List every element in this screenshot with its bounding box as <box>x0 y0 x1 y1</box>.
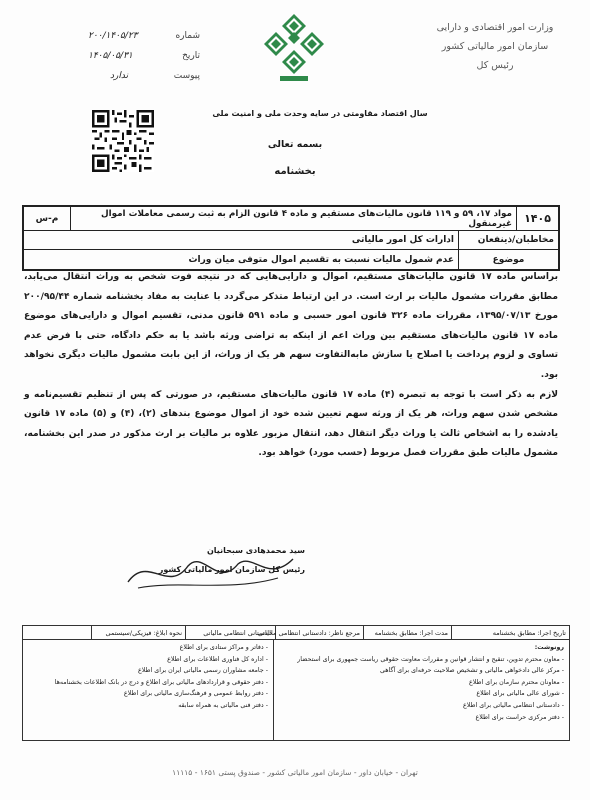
bismillah-heading: بسمه تعالی <box>267 139 323 150</box>
topic-row <box>24 250 558 269</box>
recipient-item: - جامعه مشاوران رسمی مالیاتی ایران برای اطلاع <box>137 667 268 675</box>
topic-label: موضوع <box>458 250 558 269</box>
recipients-column <box>23 640 273 740</box>
organization-line: سازمان امور مالیاتی کشور <box>441 41 549 52</box>
number-label: شماره <box>175 31 200 41</box>
execution-date-cell: تاریخ اجرا: مطابق بخشنامه <box>451 626 569 639</box>
authority-cell: دادستانی انتظامی مالیاتی <box>185 626 275 639</box>
duration-cell: مدت اجرا: مطابق بخشنامه <box>363 626 451 639</box>
copy-item: - شورای عالی مالیاتی برای اطلاع <box>476 690 564 698</box>
attachment-label: پیوست <box>173 71 200 81</box>
tax-organization-logo-icon <box>262 12 326 84</box>
supervisor-cell: مرجع ناظر: دادستانی انتظامی مالیاتی <box>275 626 363 639</box>
circular-body <box>24 268 558 464</box>
copy-item: - دادستانی انتظامی مالیاتی برای اطلاع <box>462 701 564 709</box>
circular-code: م-س <box>35 213 59 224</box>
organization-address: تهران - خیابان داور - سازمان امور مالیاتی کشور - صندوق پستی ۱۶۵۱ - ۱۱۱۱۵ <box>172 768 418 777</box>
copies-title: رونوشت: <box>534 644 564 651</box>
recipient-item: - اداره کل فناوری اطلاعات برای اطلاع <box>167 655 268 663</box>
topic-value: عدم شمول مالیات نسبت به تقسیم اموال متوفی میان وراث <box>188 254 454 265</box>
ministry-line: وزارت امور اقتصادی و دارایی <box>436 22 554 33</box>
copy-item: - دفتر مرکزی حراست برای اطلاع <box>475 713 564 721</box>
year-slogan: سال اقتصاد مقاومتی در سایه وحدت ملی و امنیت ملی <box>212 109 428 118</box>
addressee-row <box>24 231 558 250</box>
office-line: رئیس کل <box>476 60 514 71</box>
addressee-label: مخاطبان/ذینفعان <box>458 231 558 249</box>
date-value: ۱۴۰۵/۰۵/۳۱ <box>88 51 133 61</box>
empty-cell <box>23 626 91 639</box>
recipient-item: - دفتر فنی مالیاتی به همراه سابقه <box>178 701 268 709</box>
subject-row <box>24 207 558 231</box>
recipient-item: - دفتر حقوقی و قراردادهای مالیاتی برای اطلاع و درج در بانک اطلاعات بخشنامه‌ها <box>54 678 268 686</box>
recipient-item: - دفاتر و مراکز ستادی برای اطلاع <box>179 644 268 651</box>
letter-meta-values <box>88 26 168 86</box>
copy-item: - معاونان محترم سازمان برای اطلاع <box>469 678 564 686</box>
attachment-value: ندارد <box>110 71 129 81</box>
body-paragraph-1: براساس ماده ۱۷ قانون مالیات‌های مستقیم، اموال و دارایی‌هایی که در نتیجه فوت شخص به وراث انتقال می‌یابد، مطابق مقررات مشمول مالیات بر ارث است. در این ارتباط متذکر می‌گردد با عنایت به مفاد بخشنامه شماره ۲۰۰/۹۵/۴۴ مورخ ۱۳۹۵/۰۷/۱۳، مقررات ماده ۳۲۶ قانون امور حسبی و ماده ۵۹۱ قانون مدنی، تقسیم اموال و دارایی‌های موضوع ماده ۱۷ قانون مالیات‌های مستقیم بین وراث اعم از اینکه به تراضی ورثه باشد یا به حکم دادگاه، حتی با فرض عدم تساوی و لزوم پرداخت یا اصلاح یا سازش مابه‌التفاوت سهم هر یک از وراث، از این بابت مشمول مالیات دیگری نخواهد بود. <box>24 272 559 380</box>
circular-info-table <box>22 205 560 271</box>
number-value: ۲۰۰/۱۴۰۵/۲۳ <box>88 31 138 41</box>
ministry-header <box>420 18 570 75</box>
addressee-value: ادارات کل امور مالیاتی <box>351 235 454 245</box>
document-type-heading: بخشنامه <box>274 166 316 177</box>
copy-item: - معاون محترم تدوین، تنقیح و انتشار قوانین و مقررات معاونت حقوقی ریاست جمهوری برای استحضار <box>297 655 564 663</box>
footer-header-row <box>23 626 569 640</box>
circular-number: ۱۴۰۵ <box>516 207 558 230</box>
distribution-table <box>22 625 570 741</box>
signer-title: رئیس کل سازمان امور مالیاتی کشور <box>158 565 305 574</box>
copies-column <box>273 640 569 740</box>
body-paragraph-2: لازم به ذکر است با توجه به تبصره (۴) ماده ۱۷ قانون مالیات‌های مستقیم، در صورتی که پس از تنظیم تقسیم‌نامه و مشخص شدن سهم وراث، هر یک از ورثه سهم تعیین شده خود از اموال موضوع بندهای (۲)، (۴) و (۵) ماده ۱۷ قانون یادشده را به اشخاص ثالث یا وراث دیگر انتقال دهد، انتقال مزبور علاوه بر مالیات بر ارث مذکور در صدر این بخشنامه، مشمول مالیات طبق مقررات فصل مربوط (حسب مورد) خواهد بود. <box>24 389 559 459</box>
copy-item: - مرکز عالی دادخواهی مالیاتی و تشخیص صلاحیت حرفه‌ای برای آگاهی <box>379 667 564 675</box>
footer-body <box>23 640 569 740</box>
delivery-method-cell: نحوه ابلاغ: فیزیکی/سیستمی <box>91 626 185 639</box>
date-label: تاریخ <box>182 51 200 61</box>
circular-subject: مواد ۱۷، ۵۹ و ۱۱۹ قانون مالیات‌های مستقیم و ماده ۴ قانون الزام به ثبت رسمی معاملات اموال غیرمنقول <box>70 207 516 230</box>
recipient-item: - دفتر روابط عمومی و فرهنگ‌سازی مالیاتی برای اطلاع <box>123 690 268 698</box>
signer-name: سید محمدهادی سبحانیان <box>206 546 305 555</box>
